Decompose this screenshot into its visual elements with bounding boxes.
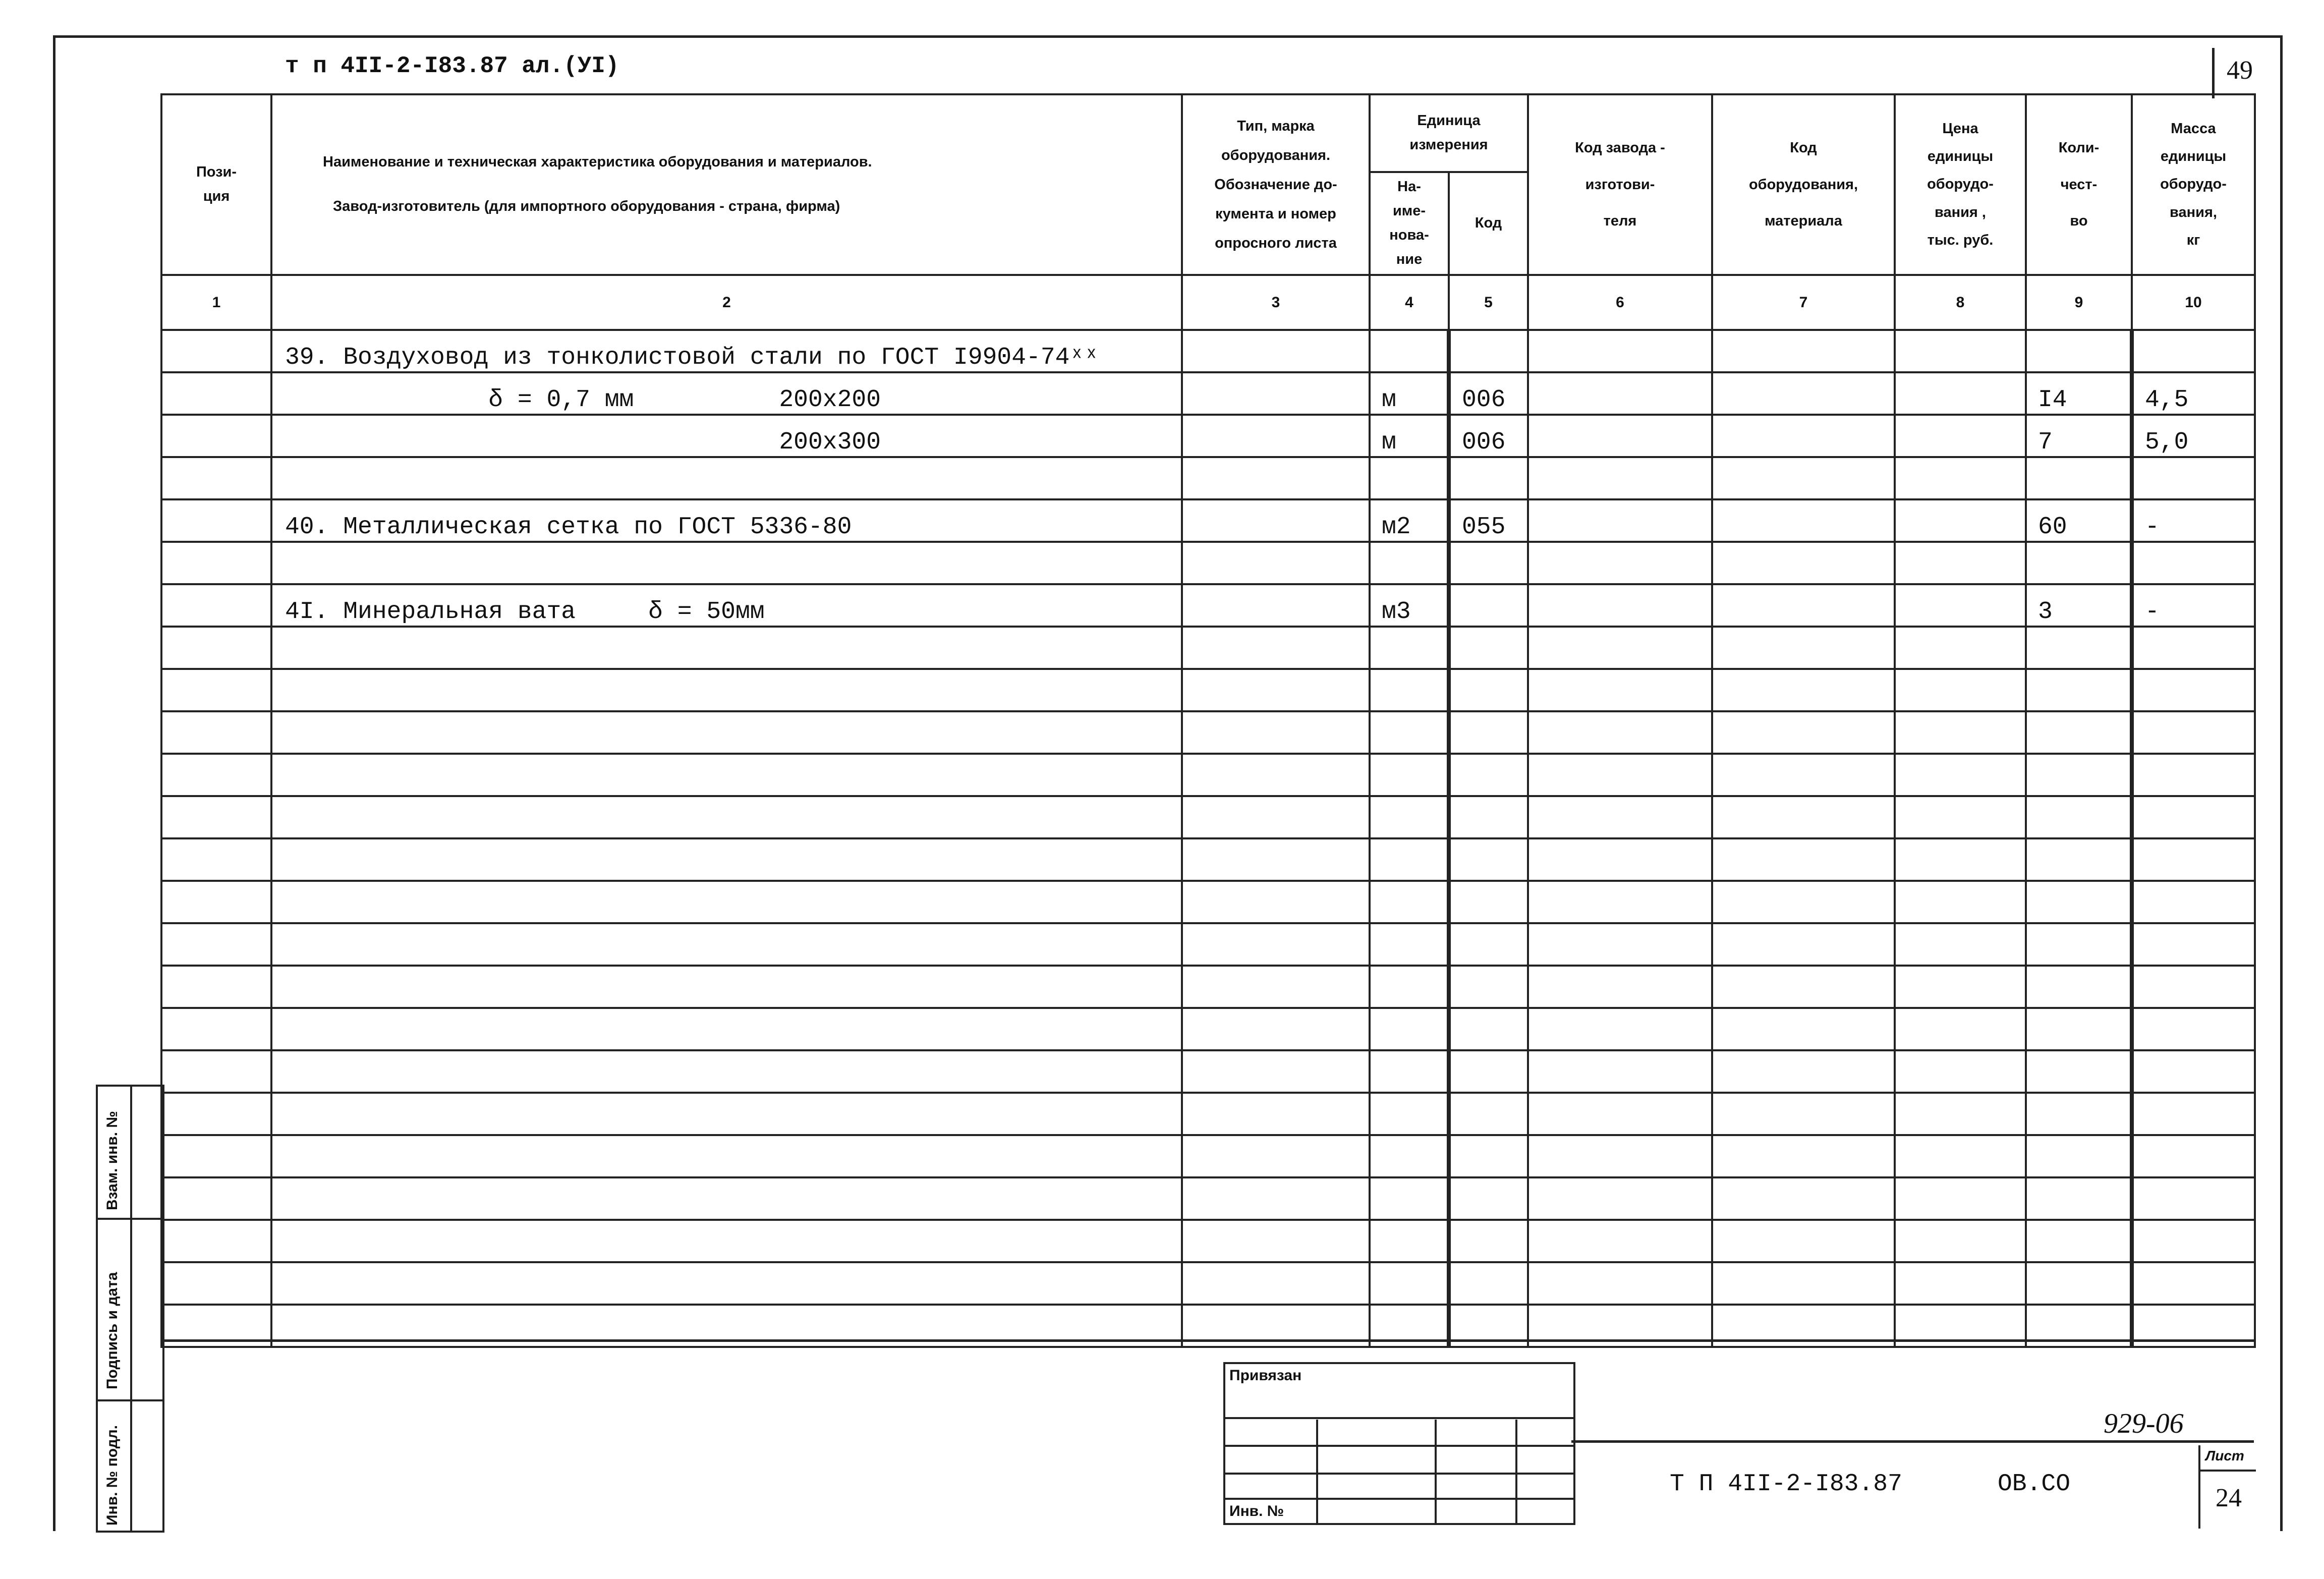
header-equipment-code: Код оборудования, материала [1712, 94, 1895, 275]
cell-c10 [2132, 457, 2255, 499]
cell-c7 [1712, 457, 1895, 499]
cell-c5 [1449, 1093, 1528, 1135]
cell-c3 [1182, 499, 1370, 542]
header-unit-price: Цена единицы оборудо- вания , тыс. руб. [1895, 94, 2026, 275]
cell-c7 [1712, 796, 1895, 838]
cell-c3 [1182, 1177, 1370, 1220]
sidebar-replace-label: Взам. инв. № [104, 1111, 121, 1210]
cell-c4 [1370, 1093, 1449, 1135]
table-row [161, 1135, 2255, 1177]
cell-c3 [1182, 711, 1370, 754]
cell-c5 [1449, 796, 1528, 838]
table-row [161, 669, 2255, 711]
cell-c1 [161, 796, 271, 838]
cell-c2 [271, 881, 1182, 923]
cell-c5 [1449, 966, 1528, 1008]
cell-c8 [1895, 1093, 2026, 1135]
cell-c10: 5,0 [2132, 415, 2255, 457]
cell-c6 [1528, 796, 1712, 838]
cell-c4: м2 [1370, 499, 1449, 542]
reference-number: 929-06 [2104, 1408, 2184, 1439]
header-unit-code: Код [1449, 172, 1528, 275]
cell-c6 [1528, 415, 1712, 457]
cell-c9: I4 [2026, 372, 2132, 415]
cell-c8 [1895, 881, 2026, 923]
cell-c2 [271, 923, 1182, 966]
cell-c1 [161, 966, 271, 1008]
cell-c1 [161, 1050, 271, 1093]
cell-c10 [2132, 923, 2255, 966]
cell-c10 [2132, 966, 2255, 1008]
cell-c2 [271, 754, 1182, 796]
cell-c9 [2026, 923, 2132, 966]
cell-c4 [1370, 1135, 1449, 1177]
cell-c1 [161, 1177, 271, 1220]
cell-c10 [2132, 838, 2255, 881]
table-row [161, 1262, 2255, 1305]
cell-c9 [2026, 330, 2132, 372]
binding-stamp [1223, 1362, 1575, 1525]
cell-c1 [161, 330, 271, 372]
cell-c8 [1895, 1177, 2026, 1220]
cell-c6 [1528, 1050, 1712, 1093]
cell-c8 [1895, 415, 2026, 457]
column-number: 6 [1528, 275, 1712, 330]
cell-c5 [1449, 584, 1528, 627]
cell-c7 [1712, 838, 1895, 881]
cell-c9: 7 [2026, 415, 2132, 457]
cell-c3 [1182, 372, 1370, 415]
table-row [161, 711, 2255, 754]
cell-c5 [1449, 669, 1528, 711]
cell-c9 [2026, 1135, 2132, 1177]
cell-c5 [1449, 457, 1528, 499]
cell-c3 [1182, 542, 1370, 584]
cell-c4 [1370, 1262, 1449, 1305]
cell-c7 [1712, 1050, 1895, 1093]
cell-c10: - [2132, 584, 2255, 627]
cell-c9 [2026, 838, 2132, 881]
cell-c3 [1182, 881, 1370, 923]
cell-c6 [1528, 1262, 1712, 1305]
cell-c1 [161, 881, 271, 923]
side-stamp [96, 1085, 164, 1533]
cell-c5: 006 [1449, 372, 1528, 415]
cell-c10 [2132, 1262, 2255, 1305]
cell-c4: м3 [1370, 584, 1449, 627]
cell-c2: 200x300 [271, 415, 1182, 457]
cell-c8 [1895, 1008, 2026, 1050]
cell-c6 [1528, 584, 1712, 627]
cell-c3 [1182, 1262, 1370, 1305]
cell-c4 [1370, 1050, 1449, 1093]
cell-c4: м [1370, 372, 1449, 415]
table-row [161, 754, 2255, 796]
cell-c7 [1712, 584, 1895, 627]
cell-c2 [271, 627, 1182, 669]
cell-c2 [271, 796, 1182, 838]
cell-c7 [1712, 330, 1895, 372]
cell-c3 [1182, 838, 1370, 881]
cell-c9 [2026, 711, 2132, 754]
cell-c8 [1895, 1262, 2026, 1305]
cell-c4 [1370, 542, 1449, 584]
column-number: 1 [161, 275, 271, 330]
cell-c5 [1449, 838, 1528, 881]
cell-c7 [1712, 669, 1895, 711]
cell-c5 [1449, 542, 1528, 584]
table-row [161, 1220, 2255, 1262]
cell-c9 [2026, 1050, 2132, 1093]
cell-c10 [2132, 542, 2255, 584]
cell-c4 [1370, 711, 1449, 754]
cell-c3 [1182, 966, 1370, 1008]
cell-c6 [1528, 372, 1712, 415]
cell-c4 [1370, 923, 1449, 966]
cell-c7 [1712, 754, 1895, 796]
cell-c9 [2026, 1220, 2132, 1262]
document-suffix: ОВ.СО [1998, 1471, 2071, 1498]
column-numbers-row [161, 275, 2255, 330]
cell-c3 [1182, 457, 1370, 499]
cell-c9 [2026, 1177, 2132, 1220]
cell-c3 [1182, 1220, 1370, 1262]
cell-c4 [1370, 966, 1449, 1008]
header-unit-name: На- име- нова- ние [1370, 172, 1449, 275]
cell-c8 [1895, 584, 2026, 627]
cell-c9 [2026, 542, 2132, 584]
cell-c10 [2132, 1135, 2255, 1177]
cell-c2 [271, 1050, 1182, 1093]
cell-c8 [1895, 499, 2026, 542]
cell-c6 [1528, 499, 1712, 542]
table-row [161, 457, 2255, 499]
table-row [161, 584, 2255, 627]
cell-c6 [1528, 881, 1712, 923]
table-row [161, 838, 2255, 881]
sheet-label: Лист [2205, 1448, 2244, 1463]
table-row [161, 372, 2255, 415]
cell-c6 [1528, 1093, 1712, 1135]
cell-c10 [2132, 627, 2255, 669]
cell-c4 [1370, 669, 1449, 711]
table-row [161, 1177, 2255, 1220]
cell-c6 [1528, 1008, 1712, 1050]
cell-c4: м [1370, 415, 1449, 457]
cell-c2: 40. Металлическая сетка по ГОСТ 5336-80 [271, 499, 1182, 542]
cell-c2 [271, 1008, 1182, 1050]
cell-c5: 055 [1449, 499, 1528, 542]
stamp-inv-label: Инв. № [1229, 1503, 1284, 1519]
header-unit-mass: Масса единицы оборудо- вания, кг [2132, 94, 2255, 275]
cell-c10 [2132, 796, 2255, 838]
cell-c9 [2026, 1008, 2132, 1050]
cell-c6 [1528, 330, 1712, 372]
table-row [161, 796, 2255, 838]
column-number: 5 [1449, 275, 1528, 330]
cell-c2: 4I. Минеральная вата δ = 50мм [271, 584, 1182, 627]
cell-c1 [161, 1008, 271, 1050]
cell-c8 [1895, 796, 2026, 838]
cell-c7 [1712, 1135, 1895, 1177]
cell-c1 [161, 372, 271, 415]
cell-c9 [2026, 966, 2132, 1008]
cell-c9 [2026, 627, 2132, 669]
cell-c1 [161, 1093, 271, 1135]
cell-c6 [1528, 1135, 1712, 1177]
cell-c2 [271, 1093, 1182, 1135]
table-row [161, 330, 2255, 372]
document-code-header: т п 4II-2-I83.87 ал.(УI) [285, 53, 619, 79]
cell-c10: - [2132, 499, 2255, 542]
header-name: Наименование и техническая характеристика оборудования и материалов. Завод-изготовитель (для импортного оборудования - страна, фирма) [271, 94, 1182, 275]
cell-c2 [271, 1177, 1182, 1220]
cell-c8 [1895, 330, 2026, 372]
cell-c2 [271, 711, 1182, 754]
column-number: 9 [2026, 275, 2132, 330]
cell-c7 [1712, 1220, 1895, 1262]
cell-c10 [2132, 1008, 2255, 1050]
cell-c10 [2132, 1220, 2255, 1262]
cell-c8 [1895, 838, 2026, 881]
sheet-value: 24 [2216, 1484, 2242, 1512]
cell-c2 [271, 669, 1182, 711]
cell-c1 [161, 499, 271, 542]
cell-c9 [2026, 881, 2132, 923]
cell-c9 [2026, 457, 2132, 499]
document-number: Т П 4II-2-I83.87 [1670, 1471, 1902, 1498]
cell-c1 [161, 711, 271, 754]
cell-c7 [1712, 499, 1895, 542]
cell-c5 [1449, 711, 1528, 754]
cell-c5 [1449, 923, 1528, 966]
table-row [161, 627, 2255, 669]
cell-c5 [1449, 1220, 1528, 1262]
cell-c10: 4,5 [2132, 372, 2255, 415]
header-position: Пози- ция [161, 94, 271, 275]
cell-c10 [2132, 669, 2255, 711]
cell-c6 [1528, 711, 1712, 754]
cell-c8 [1895, 542, 2026, 584]
cell-c7 [1712, 1093, 1895, 1135]
cell-c3 [1182, 1135, 1370, 1177]
cell-c1 [161, 542, 271, 584]
cell-c8 [1895, 457, 2026, 499]
cell-c2 [271, 1220, 1182, 1262]
sidebar-signature-label: Подпись и дата [104, 1272, 121, 1389]
cell-c5 [1449, 1135, 1528, 1177]
table-row [161, 881, 2255, 923]
cell-c4 [1370, 457, 1449, 499]
cell-c6 [1528, 457, 1712, 499]
cell-c10 [2132, 330, 2255, 372]
column-number: 7 [1712, 275, 1895, 330]
cell-c3 [1182, 1050, 1370, 1093]
cell-c2 [271, 542, 1182, 584]
table-row [161, 1093, 2255, 1135]
cell-c4 [1370, 1008, 1449, 1050]
cell-c1 [161, 1220, 271, 1262]
cell-c10 [2132, 1093, 2255, 1135]
cell-c6 [1528, 754, 1712, 796]
cell-c9: 3 [2026, 584, 2132, 627]
cell-c6 [1528, 542, 1712, 584]
cell-c8 [1895, 669, 2026, 711]
cell-c3 [1182, 796, 1370, 838]
cell-c3 [1182, 923, 1370, 966]
table-body [161, 330, 2255, 1347]
table-row [161, 1050, 2255, 1093]
cell-c7 [1712, 372, 1895, 415]
cell-c1 [161, 1262, 271, 1305]
cell-c4 [1370, 796, 1449, 838]
table-row [161, 542, 2255, 584]
cell-c2 [271, 1262, 1182, 1305]
cell-c1 [161, 754, 271, 796]
cell-c5 [1449, 1262, 1528, 1305]
cell-c3 [1182, 330, 1370, 372]
header-unit-group: Единица измерения [1370, 94, 1528, 172]
sheet-number: 49 [2227, 56, 2253, 85]
cell-c6 [1528, 627, 1712, 669]
sidebar-inventory-label: Инв. № подл. [104, 1425, 121, 1526]
cell-c3 [1182, 669, 1370, 711]
cell-c6 [1528, 669, 1712, 711]
cell-c5 [1449, 1177, 1528, 1220]
cell-c5 [1449, 1050, 1528, 1093]
column-number: 10 [2132, 275, 2255, 330]
column-number: 8 [1895, 275, 2026, 330]
cell-c7 [1712, 627, 1895, 669]
cell-c9 [2026, 1093, 2132, 1135]
column-number: 4 [1370, 275, 1449, 330]
cell-c8 [1895, 372, 2026, 415]
header-quantity: Коли- чест- во [2026, 94, 2132, 275]
cell-c3 [1182, 584, 1370, 627]
cell-c3 [1182, 415, 1370, 457]
cell-c10 [2132, 711, 2255, 754]
cell-c1 [161, 627, 271, 669]
cell-c9 [2026, 754, 2132, 796]
cell-c7 [1712, 415, 1895, 457]
cell-c7 [1712, 711, 1895, 754]
cell-c6 [1528, 1220, 1712, 1262]
cell-c2 [271, 457, 1182, 499]
cell-c5 [1449, 330, 1528, 372]
specification-table [160, 93, 2256, 1348]
column-number: 3 [1182, 275, 1370, 330]
table-row [161, 923, 2255, 966]
cell-c8 [1895, 966, 2026, 1008]
cell-c10 [2132, 881, 2255, 923]
cell-c2: 39. Воздуховод из тонколистовой стали по ГОСТ I9904-74ˣˣ [271, 330, 1182, 372]
cell-c2 [271, 838, 1182, 881]
cell-c4 [1370, 330, 1449, 372]
header-type: Тип, марка оборудования. Обозначение до- кумента и номер опросного листа [1182, 94, 1370, 275]
cell-c4 [1370, 754, 1449, 796]
cell-c10 [2132, 754, 2255, 796]
cell-c7 [1712, 1262, 1895, 1305]
cell-c4 [1370, 627, 1449, 669]
cell-c1 [161, 1135, 271, 1177]
cell-c1 [161, 584, 271, 627]
cell-c8 [1895, 923, 2026, 966]
table-row [161, 499, 2255, 542]
stamp-linked-label: Привязан [1229, 1367, 1302, 1384]
cell-c3 [1182, 754, 1370, 796]
column-number: 2 [271, 275, 1182, 330]
cell-c1 [161, 415, 271, 457]
cell-c6 [1528, 1177, 1712, 1220]
cell-c4 [1370, 1177, 1449, 1220]
cell-c7 [1712, 1177, 1895, 1220]
cell-c3 [1182, 1093, 1370, 1135]
cell-c6 [1528, 838, 1712, 881]
cell-c5 [1449, 627, 1528, 669]
cell-c1 [161, 838, 271, 881]
cell-c10 [2132, 1177, 2255, 1220]
cell-c3 [1182, 627, 1370, 669]
cell-c7 [1712, 923, 1895, 966]
cell-c8 [1895, 1050, 2026, 1093]
cell-c2 [271, 1135, 1182, 1177]
cell-c9 [2026, 669, 2132, 711]
cell-c1 [161, 923, 271, 966]
cell-c9 [2026, 1262, 2132, 1305]
cell-c8 [1895, 754, 2026, 796]
table-row [161, 415, 2255, 457]
cell-c9 [2026, 796, 2132, 838]
cell-c7 [1712, 966, 1895, 1008]
cell-c2 [271, 966, 1182, 1008]
cell-c7 [1712, 1008, 1895, 1050]
cell-c1 [161, 669, 271, 711]
table-row [161, 1008, 2255, 1050]
cell-c5 [1449, 1008, 1528, 1050]
cell-c6 [1528, 923, 1712, 966]
cell-c8 [1895, 1135, 2026, 1177]
cell-c5 [1449, 881, 1528, 923]
cell-c3 [1182, 1008, 1370, 1050]
cell-c5 [1449, 754, 1528, 796]
cell-c10 [2132, 1050, 2255, 1093]
sheet-box [2198, 1445, 2256, 1529]
cell-c1 [161, 457, 271, 499]
cell-c4 [1370, 838, 1449, 881]
cell-c8 [1895, 627, 2026, 669]
cell-c5: 006 [1449, 415, 1528, 457]
cell-c4 [1370, 881, 1449, 923]
cell-c8 [1895, 1220, 2026, 1262]
cell-c8 [1895, 711, 2026, 754]
cell-c4 [1370, 1220, 1449, 1262]
cell-c7 [1712, 542, 1895, 584]
cell-c2: δ = 0,7 мм 200x200 [271, 372, 1182, 415]
table-row [161, 966, 2255, 1008]
cell-c7 [1712, 881, 1895, 923]
cell-c6 [1528, 966, 1712, 1008]
cell-c9: 60 [2026, 499, 2132, 542]
header-factory-code: Код завода - изготови- теля [1528, 94, 1712, 275]
